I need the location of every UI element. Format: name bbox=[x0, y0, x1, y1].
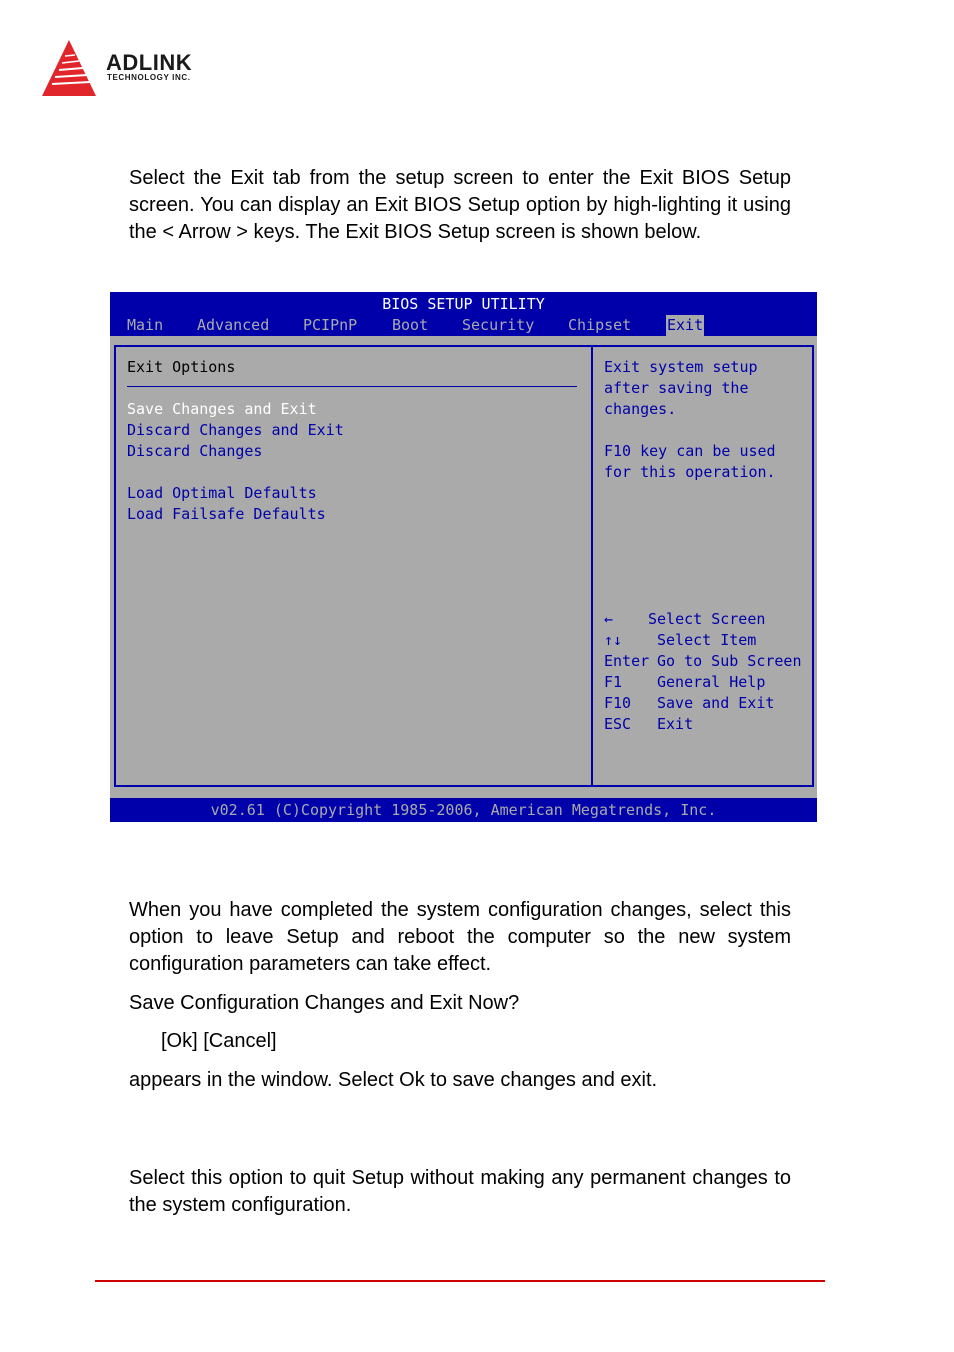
option-load-failsafe-defaults[interactable]: Load Failsafe Defaults bbox=[127, 505, 326, 523]
key-action: General Help bbox=[657, 673, 766, 691]
help-line: after saving the bbox=[604, 379, 749, 397]
key-action: Select Screen bbox=[648, 610, 766, 628]
help-line: F10 key can be used bbox=[604, 442, 776, 460]
key-left-right-icon: ← bbox=[604, 610, 614, 628]
adlink-triangle-icon bbox=[40, 38, 102, 100]
save-exit-choices: [Ok] [Cancel] bbox=[161, 1030, 277, 1052]
key-name: Enter bbox=[604, 652, 650, 670]
tab-boot[interactable]: Boot bbox=[392, 316, 429, 334]
bios-menubar bbox=[110, 315, 817, 336]
key-up-down-icon: ↑↓ bbox=[604, 631, 623, 649]
bios-panel bbox=[110, 336, 817, 798]
option-discard-changes-and-exit[interactable]: Discard Changes and Exit bbox=[127, 421, 344, 439]
key-name: ESC bbox=[604, 715, 632, 733]
bios-title: BIOS SETUP UTILITY bbox=[382, 295, 545, 313]
brand-tagline: TECHNOLOGY INC. bbox=[107, 73, 191, 82]
key-name: F1 bbox=[604, 673, 623, 691]
section-underline bbox=[127, 386, 577, 387]
help-line: for this operation. bbox=[604, 463, 776, 481]
section-title: Exit Options bbox=[127, 358, 236, 376]
tab-chipset[interactable]: Chipset bbox=[568, 316, 632, 334]
discard-exit-description: Select this option to quit Setup without making any permanent changes to the system configuration. bbox=[129, 1167, 791, 1216]
key-action: Exit bbox=[657, 715, 694, 733]
tab-exit[interactable]: Exit bbox=[667, 316, 704, 334]
save-exit-description: When you have completed the system configuration changes, select this option to leave Setup and reboot the computer so the new system configuration parameters can take effect. bbox=[129, 899, 791, 975]
save-exit-prompt: Save Configuration Changes and Exit Now? bbox=[129, 992, 520, 1014]
option-load-optimal-defaults[interactable]: Load Optimal Defaults bbox=[127, 484, 317, 502]
save-exit-note: appears in the window. Select Ok to save changes and exit. bbox=[129, 1069, 658, 1091]
bios-copyright-footer: v02.61 (C)Copyright 1985-2006, American Megatrends, Inc. bbox=[110, 798, 817, 822]
bios-screen bbox=[110, 292, 817, 822]
key-action: Go to Sub Screen bbox=[657, 652, 802, 670]
option-discard-changes[interactable]: Discard Changes bbox=[127, 442, 263, 460]
adlink-logo bbox=[40, 38, 240, 100]
tab-security[interactable]: Security bbox=[462, 316, 535, 334]
tab-pcipnp[interactable]: PCIPnP bbox=[303, 316, 358, 334]
bios-divider bbox=[591, 345, 593, 787]
tab-main[interactable]: Main bbox=[127, 316, 164, 334]
key-name: F10 bbox=[604, 694, 632, 712]
brand-name: ADLINK bbox=[106, 50, 193, 75]
page-footer-rule bbox=[95, 1280, 825, 1282]
option-save-changes-and-exit[interactable]: Save Changes and Exit bbox=[127, 400, 317, 418]
help-line: Exit system setup bbox=[604, 358, 758, 376]
tab-advanced[interactable]: Advanced bbox=[197, 316, 270, 334]
key-action: Select Item bbox=[657, 631, 757, 649]
key-action: Save and Exit bbox=[657, 694, 775, 712]
help-line: changes. bbox=[604, 400, 677, 418]
intro-paragraph: Select the Exit tab from the setup screen to enter the Exit BIOS Setup screen. You can display an Exit BIOS Setup option by high-lighting it using the < Arrow > keys. The Exit BIOS Setup screen is shown below. bbox=[129, 167, 791, 243]
